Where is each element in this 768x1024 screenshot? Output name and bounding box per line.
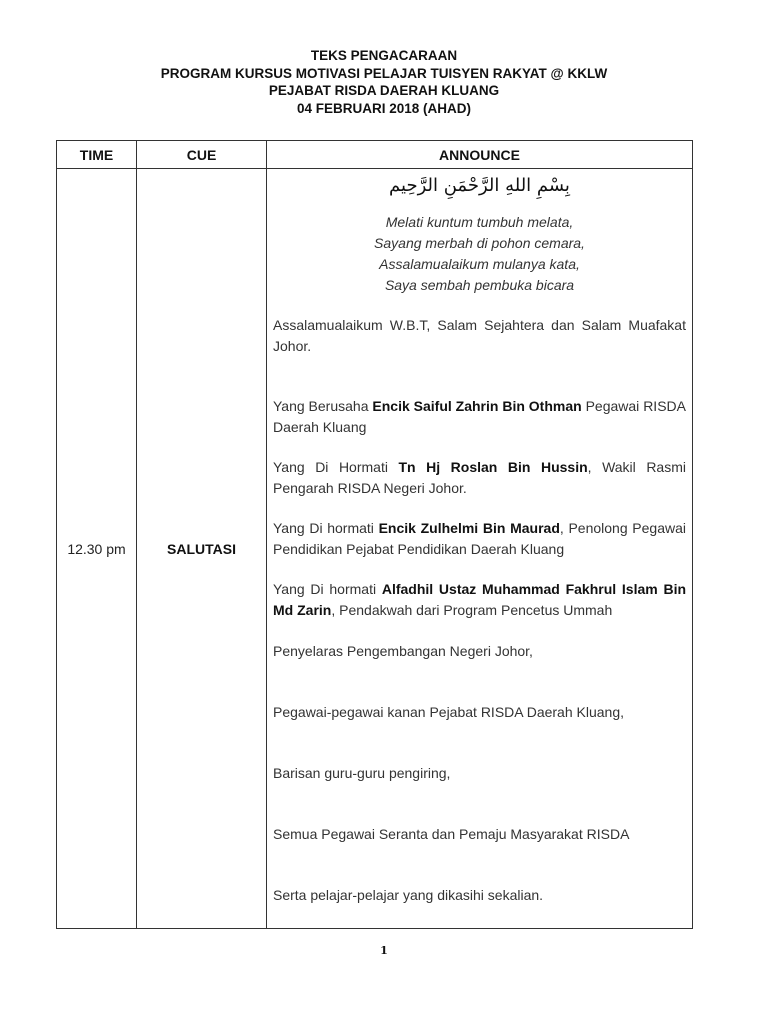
page-number: 1 <box>380 944 388 957</box>
salutation-suffix: , Penolong Pegawai Pendidikan Pejabat Pendidikan Daerah Kluang <box>273 520 686 557</box>
pantun-line: Assalamualaikum mulanya kata, <box>379 256 580 272</box>
salutation-paragraph <box>273 396 686 438</box>
announce-cell <box>267 169 693 929</box>
basmalah: بِسْمِ اللهِ الرَّحْمَنِ الرَّحِيم <box>389 175 570 196</box>
salutation-suffix: Pegawai RISDA Daerah Kluang <box>273 398 686 435</box>
salutation-prefix: Yang Di Hormati <box>273 459 399 475</box>
pantun-line: Sayang merbah di pohon cemara, <box>374 235 585 251</box>
header-office: PEJABAT RISDA DAERAH KLUANG <box>268 83 500 98</box>
header-time: TIME <box>57 141 137 169</box>
salutation-suffix: , Wakil Rasmi Pengarah RISDA Negeri Johor. <box>273 459 686 496</box>
document-header <box>0 47 768 117</box>
salutation-name: Tn Hj Roslan Bin Hussin <box>398 459 588 475</box>
header-announce: ANNOUNCE <box>267 141 693 169</box>
table-row <box>57 169 693 929</box>
table-header-row <box>57 141 693 169</box>
salutation-prefix: Yang Di hormati <box>273 520 379 536</box>
group-salutation: Barisan guru-guru pengiring, <box>273 765 451 781</box>
header-program: PROGRAM KURSUS MOTIVASI PELAJAR TUISYEN RAKYAT @ KKLW <box>160 65 608 81</box>
pantun <box>273 212 686 296</box>
group-salutation: Semua Pegawai Seranta dan Pemaju Masyarakat RISDA <box>273 826 630 842</box>
cue-cell: SALUTASI <box>137 169 267 929</box>
salutation-prefix: Yang Di hormati <box>273 581 382 597</box>
greeting-text: Assalamualaikum W.B.T, Salam Sejahtera dan Salam Muafakat Johor. <box>273 317 686 354</box>
group-salutation: Penyelaras Pengembangan Negeri Johor, <box>273 643 533 659</box>
time-cell: 12.30 pm <box>57 169 137 929</box>
pantun-line: Melati kuntum tumbuh melata, <box>385 214 574 230</box>
salutation-paragraph <box>273 518 686 560</box>
header-date: 04 FEBRUARI 2018 (AHAD) <box>296 100 472 116</box>
group-salutation: Pegawai-pegawai kanan Pejabat RISDA Daerah Kluang, <box>273 704 625 720</box>
group-salutation: Serta pelajar-pelajar yang dikasihi sekalian. <box>273 887 544 903</box>
salutation-name: Encik Zulhelmi Bin Maurad <box>378 520 560 536</box>
header-cue: CUE <box>137 141 267 169</box>
header-title: TEKS PENGACARAAN <box>310 48 458 63</box>
salutation-paragraph <box>273 457 686 499</box>
salutation-name: Alfadhil Ustaz Muhammad Fakhrul Islam Bin Md Zarin <box>273 581 687 618</box>
salutation-paragraph <box>273 579 686 621</box>
salutation-name: Encik Saiful Zahrin Bin Othman <box>372 398 582 414</box>
salutation-suffix: , Pendakwah dari Program Pencetus Ummah <box>331 602 613 618</box>
salutation-prefix: Yang Berusaha <box>273 398 373 414</box>
pantun-line: Saya sembah pembuka bicara <box>384 277 575 293</box>
program-table <box>56 140 693 929</box>
